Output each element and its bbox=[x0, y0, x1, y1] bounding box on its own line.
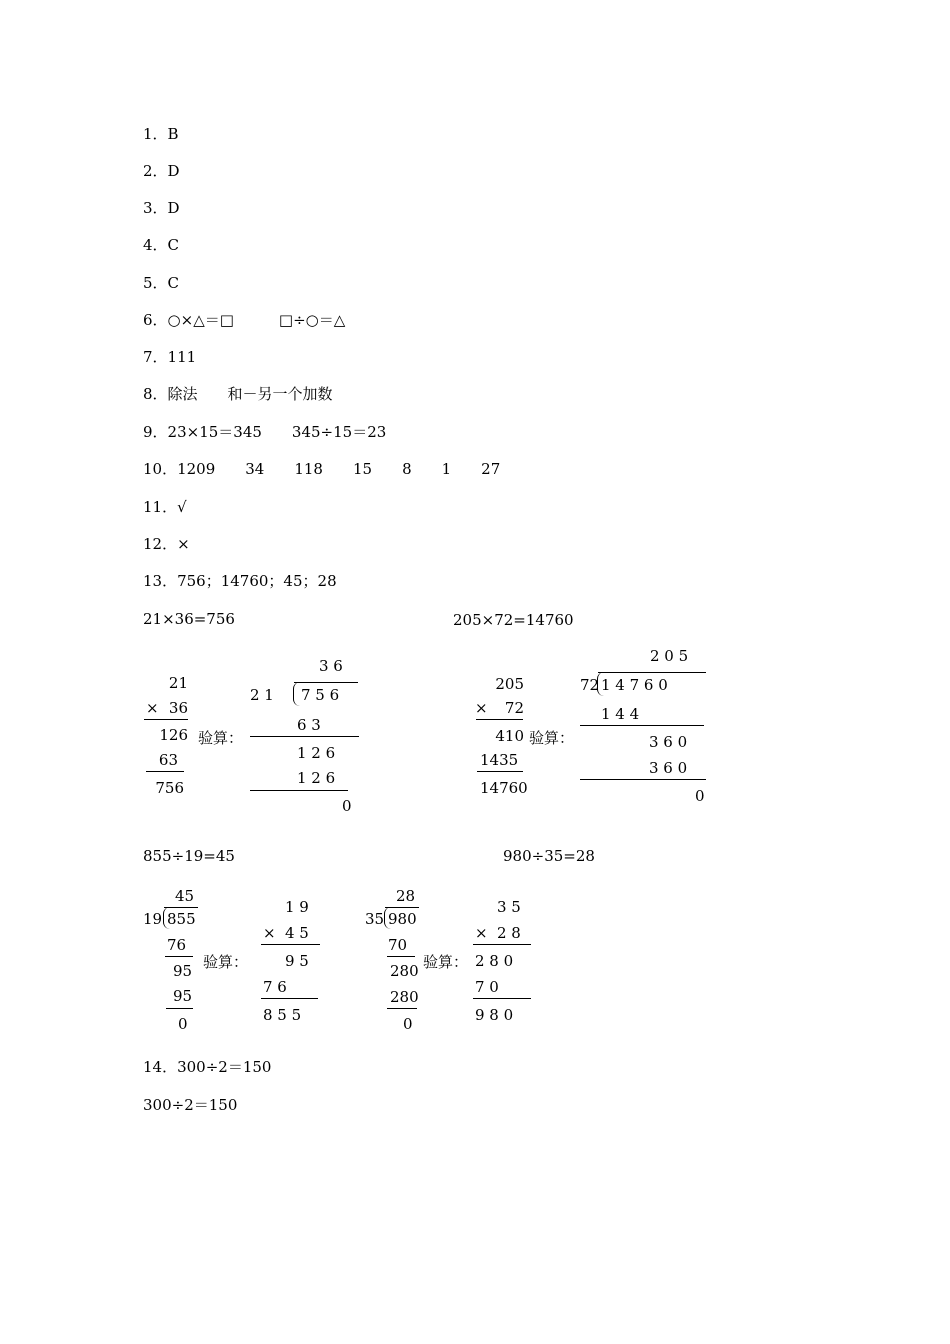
remainder-step: 1 2 6 bbox=[297, 744, 336, 762]
partial-product: 7 6 bbox=[263, 978, 287, 996]
division-bar bbox=[294, 682, 358, 683]
partial-product: 2 8 0 bbox=[475, 952, 514, 970]
rule-line bbox=[580, 725, 704, 726]
rule-line bbox=[387, 1008, 417, 1009]
quotient: 2 0 5 bbox=[650, 647, 689, 665]
rule-line bbox=[476, 719, 523, 720]
quotient: 28 bbox=[396, 887, 416, 905]
multiplicand: 205 bbox=[495, 675, 524, 693]
multiplicand: 3 5 bbox=[497, 898, 521, 916]
answer-6: 6．○×△＝□ □÷○＝△ bbox=[143, 311, 346, 329]
calc-heading: 980÷35=28 bbox=[503, 847, 595, 865]
rule-line bbox=[261, 998, 318, 999]
multiply-sign: × bbox=[475, 924, 488, 942]
partial-product: 1435 bbox=[480, 751, 519, 769]
multiplicand: 21 bbox=[168, 674, 188, 692]
rule-line bbox=[261, 944, 320, 945]
partial-product: 9 5 bbox=[285, 952, 309, 970]
rule-line bbox=[580, 779, 706, 780]
divisor: 35 bbox=[365, 910, 385, 928]
subtrahend: 6 3 bbox=[297, 716, 321, 734]
division-bracket bbox=[293, 682, 301, 706]
rule-line bbox=[477, 771, 523, 772]
subtrahend: 70 bbox=[388, 936, 408, 954]
subtrahend: 280 bbox=[390, 988, 419, 1006]
partial-product: 63 bbox=[158, 751, 178, 769]
subtrahend: 1 4 4 bbox=[601, 705, 640, 723]
rule-line bbox=[473, 998, 531, 999]
division-bar bbox=[598, 672, 706, 673]
answer-10: 10．1209 34 118 15 8 1 27 bbox=[143, 460, 501, 478]
quotient: 45 bbox=[175, 887, 195, 905]
remainder-step: 95 bbox=[173, 962, 193, 980]
subtrahend: 3 6 0 bbox=[649, 759, 688, 777]
multiplier: 2 8 bbox=[497, 924, 521, 942]
check-label: 验算： bbox=[198, 729, 244, 747]
dividend: 980 bbox=[388, 910, 417, 928]
multiply-sign: × bbox=[263, 924, 276, 942]
rule-line bbox=[473, 944, 531, 945]
answer-3: 3．D bbox=[143, 199, 180, 217]
rule-line bbox=[166, 1008, 193, 1009]
partial-product: 126 bbox=[159, 726, 188, 744]
answer-14-equation: 300÷2＝150 bbox=[143, 1096, 238, 1114]
divisor: 72 bbox=[580, 676, 600, 694]
rule-line bbox=[387, 956, 415, 957]
check-label: 验算： bbox=[423, 953, 469, 971]
remainder: 0 bbox=[403, 1015, 413, 1033]
remainder: 0 bbox=[178, 1015, 188, 1033]
calc-heading: 21×36=756 bbox=[143, 610, 235, 628]
answer-13: 13．756；14760；45；28 bbox=[143, 572, 337, 590]
answer-8: 8．除法 和－另一个加数 bbox=[143, 385, 333, 403]
remainder-step: 3 6 0 bbox=[649, 733, 688, 751]
dividend: 855 bbox=[167, 910, 196, 928]
rule-line bbox=[165, 956, 193, 957]
answer-9: 9．23×15＝345 345÷15＝23 bbox=[143, 423, 387, 441]
product: 9 8 0 bbox=[475, 1006, 514, 1024]
dividend: 1 4 7 6 0 bbox=[601, 676, 668, 694]
product: 14760 bbox=[480, 779, 528, 797]
answer-2: 2．D bbox=[143, 162, 180, 180]
multiplier: 36 bbox=[168, 699, 188, 717]
partial-product: 7 0 bbox=[475, 978, 499, 996]
answer-14: 14．300÷2＝150 bbox=[143, 1058, 272, 1076]
answer-11: 11．√ bbox=[143, 498, 187, 516]
check-label: 验算： bbox=[529, 729, 575, 747]
answer-12: 12．× bbox=[143, 535, 190, 553]
remainder: 0 bbox=[695, 787, 705, 805]
rule-line bbox=[250, 790, 348, 791]
subtrahend: 76 bbox=[167, 936, 187, 954]
remainder-step: 280 bbox=[390, 962, 419, 980]
rule-line bbox=[146, 771, 184, 772]
answer-5: 5．C bbox=[143, 274, 180, 292]
subtrahend: 1 2 6 bbox=[297, 769, 336, 787]
multiply-sign: × bbox=[475, 699, 488, 717]
multiplier: 4 5 bbox=[285, 924, 309, 942]
subtrahend: 95 bbox=[173, 987, 193, 1005]
calc-heading: 205×72=14760 bbox=[453, 611, 574, 629]
remainder: 0 bbox=[342, 797, 352, 815]
multiply-sign: × bbox=[146, 699, 159, 717]
calc-heading: 855÷19=45 bbox=[143, 847, 235, 865]
divisor: 2 1 bbox=[250, 686, 274, 704]
answer-7: 7．111 bbox=[143, 348, 197, 366]
rule-line bbox=[144, 719, 188, 720]
answer-4: 4．C bbox=[143, 236, 180, 254]
multiplicand: 1 9 bbox=[285, 898, 309, 916]
product: 8 5 5 bbox=[263, 1006, 302, 1024]
rule-line bbox=[250, 736, 359, 737]
divisor: 19 bbox=[143, 910, 163, 928]
quotient: 3 6 bbox=[319, 657, 343, 675]
partial-product: 410 bbox=[495, 727, 524, 745]
dividend: 7 5 6 bbox=[301, 686, 340, 704]
product: 756 bbox=[155, 779, 184, 797]
check-label: 验算： bbox=[203, 953, 249, 971]
answer-1: 1．B bbox=[143, 125, 179, 143]
multiplier: 72 bbox=[504, 699, 524, 717]
